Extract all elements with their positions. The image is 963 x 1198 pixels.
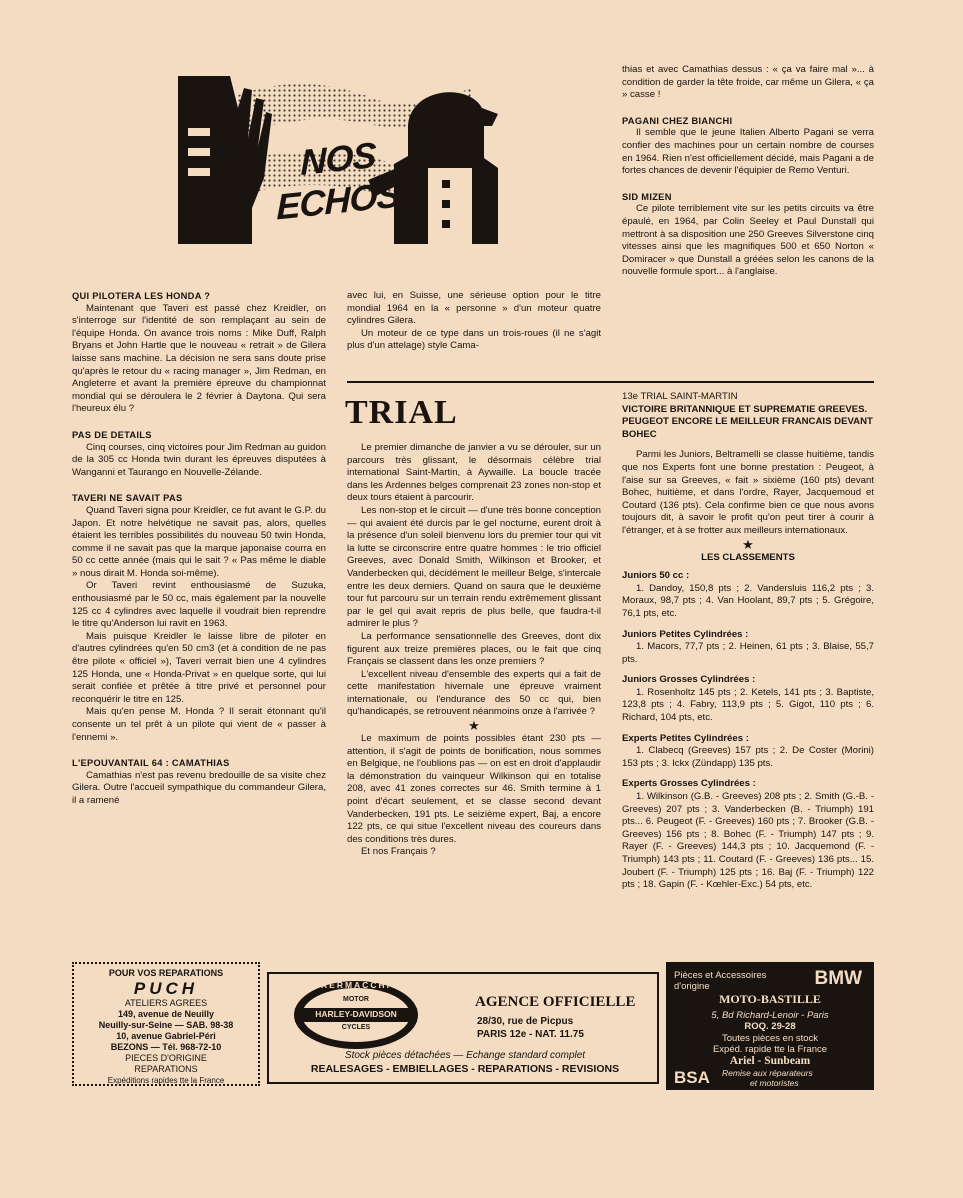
harley-agency: AGENCE OFFICIELLE xyxy=(475,994,636,1010)
results-headline: VICTOIRE BRITANNIQUE ET SUPREMATIE GREEVES. PEUGEOT ENCORE LE MEILLEUR FRANCAIS DEVANT BOHEC xyxy=(622,403,873,440)
trial-para-1: Le premier dimanche de janvier a vu se dérouler, sur un parcours très glissant, le désormais célèbre trial international Saint-Martin, à Aywaille. La boucle tracée dans les Ardennes belges comprenait 23 zones non-stop et deux tours étaient à parcourir. xyxy=(347,442,601,504)
cat-juniors-petites-text: 1. Macors, 77,7 pts ; 2. Heinen, 61 pts ; 3. Blaise, 55,7 pts. xyxy=(622,641,874,665)
heading-pagani: PAGANI CHEZ BIANCHI xyxy=(622,115,733,126)
trial-title: TRIAL xyxy=(345,394,458,431)
puch-line-6: BEZONS — Tél. 968-72-10 xyxy=(110,1042,222,1052)
harley-stock: Stock pièces détachées — Echange standard complet xyxy=(344,1050,586,1061)
harley-logo-name: HARLEY-DAVIDSON xyxy=(315,1009,397,1019)
heading-taveri: TAVERI NE SAVAIT PAS xyxy=(72,493,183,504)
cat-juniors-grosses-name: Juniors Grosses Cylindrées : xyxy=(622,674,756,686)
ad-puch xyxy=(72,962,260,1086)
para-camathias-cont: avec lui, en Suisse, une sérieuse option pour le titre mondial 1964 en la « personne » d'un moteur quatre cylindres Gilera. xyxy=(347,290,601,327)
results-column xyxy=(622,391,874,892)
heading-pas-de-details: PAS DE DETAILS xyxy=(72,429,152,440)
trial-para-5: Le maximum de points possibles étant 230 pts — attention, il s'agit de points de bonification, nous sommes en Belgique, ne l'oublions pas — on est en droit d'applaudir la démonstration du vainqueur Wilkinson qui en totalise 208, avec 41 zones correctes sur 46. Smith termine à 1 point d'écart seulement, et se classe second devant Vanderbecken, 191 pts. Le seizième expert, Baj, a encore 122 pts, ce qui situe l'excellent niveau des coureurs dans des conditions très dures. xyxy=(347,733,601,845)
puch-line-4: Neuilly-sur-Seine — SAB. 98-38 xyxy=(98,1020,234,1030)
cat-experts-petites-text: 1. Clabecq (Greeves) 157 pts ; 2. De Coster (Morini) 153 pts ; 3. Ickx (Zündapp) 135 pts. xyxy=(622,745,874,769)
bmw-brand: BMW xyxy=(814,968,862,989)
para-taveri-4: Mais qu'en pense M. Honda ? Il serait étonnant qu'il consente un tel prêt à un pilote qui vient de « passer à l'ennemi ». xyxy=(72,706,326,743)
bmw-bsa: BSA xyxy=(674,1068,710,1087)
cat-experts-grosses-text: 1. Wilkinson (G.B. - Greeves) 208 pts ; 2. Smith (G.-B. - Greeves) 207 pts ; 3. Vanderbecken (B. - Triumph) 191 pts... 6. Peugeot (F. - Greeves) 160 pts ; 7. Brooker (G.B. - Greeves) 156 pts ; 8. Bohec (F. - Triumph) 147 pts ; 9. Rayer (F. - Greeves) 144,3 pts ; 10. Jacquemond (F. - Triumph) 143 pts ; 11. Coutard (F. - Greeves) 136 pts... 15. Joubert (F. - Triumph) 125 pts ; 16. Baj (F. - Triumph) 122 pts ; 18. Gapin (F. - Kœhler-Exc.) 54 pts, etc. xyxy=(622,791,874,891)
trial-top-rule xyxy=(347,381,874,383)
left-column xyxy=(72,290,326,808)
puch-line-5: 10, avenue Gabriel-Péri xyxy=(116,1031,216,1041)
right-column-top xyxy=(622,64,874,279)
bmw-line-4: Expéd. rapide tte la France xyxy=(712,1044,828,1055)
results-kicker: 13e TRIAL SAINT-MARTIN xyxy=(622,391,738,402)
cat-experts-petites-name: Experts Petites Cylindrées : xyxy=(622,732,749,744)
harley-services: REALESAGES - EMBIELLAGES - REPARATIONS - REVISIONS xyxy=(310,1063,620,1075)
puch-line-7: PIECES D'ORIGINE xyxy=(125,1053,207,1063)
para-camathias-moteur: Un moteur de ce type dans un trois-roues (il ne s'agit plus d'un attelage) style Cama- xyxy=(347,327,601,352)
ad-harley-davidson xyxy=(267,972,659,1084)
para-epouvantail: Camathias n'est pas revenu bredouille de sa visite chez Gilera. Outre l'accueil sympathique du commandeur Gilera, il a ramené xyxy=(72,769,326,806)
trial-star: ★ xyxy=(468,718,480,734)
para-taveri-1: Quand Taveri signa pour Kreidler, ce fut avant le G.P. du Japon. Et notre helvétique ne savait pas, alors, quelles étaient les terribles possibilités du nouveau 50 twin Honda, comme il ne savait pas que la marque japonaise courra en 50 cc cette année (mais qui le sait ? « Pas même le diable » nous dirait M. Honda soi-même). xyxy=(72,504,326,579)
cat-juniors-50-text: 1. Dandoy, 150,8 pts ; 2. Vandersluis 116,2 pts ; 3. Moraux, 98,7 pts ; 4. Van Hoolant, 89,7 pts ; 5. Grégoire, 76,1 pts, etc. xyxy=(622,582,874,619)
para-sid-mizen: Ce pilote terriblement vite sur les petits circuits va être épaulé, en 1964, par Colin Seeley et Paul Dunstall qui mettront à sa disposition une 250 Greeves Silverstone cinq vitesses ainsi que les magnifiques 500 et 650 Norton « Domiracer » que Dunstall a gréées selon les canons de la nouvelle formule sport... à l'anglaise. xyxy=(622,203,874,278)
heading-sid-mizen: SID MIZEN xyxy=(622,191,672,202)
harley-address-1: 28/30, rue de Picpus xyxy=(477,1016,574,1027)
results-star: ★ xyxy=(742,536,754,552)
bmw-line-2: d'origine xyxy=(674,981,710,992)
puch-brand: PUCH xyxy=(133,979,199,998)
cat-experts-grosses-name: Experts Grosses Cylindrées : xyxy=(622,778,756,790)
harley-address-2: PARIS 12e - NAT. 11.75 xyxy=(477,1029,584,1040)
para-camathias-end: thias et avec Camathias dessus : « ça va faire mal »... à condition de garder la tête froide, car même un Gilera, « ça » casse ! xyxy=(622,64,874,101)
para-pas-de-details: Cinq courses, cinq victoires pour Jim Redman au guidon de la 305 cc Honda twin durant les épreuves disputées à Wanganni et Taurango en Nouvelle-Zélande. xyxy=(72,441,326,478)
para-qui-pilotera: Maintenant que Taveri est passé chez Kreidler, on s'interroge sur l'identité de son remplaçant au sein de l'équipe Honda. On avance trois noms : Mike Duff, Ralph Bryans et John Hartle que le nouveau « retrait » de Gilera laisse sans machine. La décision ne sera sans doute prise qu'après le retour du « racing manager », Jim Redman, en Angleterre et avant la première épreuve du championnat mondial qui se déroulera le 2 février à Daytona. Qui sera l'heureux élu ? xyxy=(72,302,326,415)
heading-epouvantail: L'EPOUVANTAIL 64 : CAMATHIAS xyxy=(72,758,230,769)
harley-logo-top: AERMACCHI xyxy=(321,980,391,990)
cat-juniors-50-name: Juniors 50 cc : xyxy=(622,570,690,582)
para-pagani: Il semble que le jeune Italien Alberto Pagani se verra confier des machines pour un certain nombre de courses en 1964. Rien n'est officiellement décidé, mais Pagani a de fortes chances de devenir l'équipier de Remo Venturi. xyxy=(622,127,874,177)
bmw-line-7: et motoristes xyxy=(750,1078,799,1088)
cat-juniors-grosses-text: 1. Rosenholtz 145 pts ; 2. Ketels, 141 pts ; 3. Baptiste, 123,8 pts ; 4. Fabry, 113,9 pts ; 5. Gigot, 110 pts ; 6. Richard, 104 pts, etc. xyxy=(622,686,874,724)
bmw-line-1: Pièces et Accessoires xyxy=(674,970,767,981)
trial-para-2: Les non-stop et le circuit — d'une très bonne conception — qui avaient été durcis par le gel nocturne, eurent droit à la présence d'un soleil bienvenu lors du premier tour qui vit la lutte se circonscrire entre quatre hommes : le trio officiel Greeves, avec Donald Smith, Wilkinson et Brooker, et Vanderbecken qui, décidément le meilleur Belge, s'intercale entre les deux derniers. Quand on saura que le deuxième tour fut parcouru sur un terrain rendu extrêmement glissant par le gel qui avait repris de plus belle, que faudra-t-il admirer le plus ? xyxy=(347,504,601,630)
puch-line-3: 149, avenue de Neuilly xyxy=(117,1009,215,1019)
harley-logo-mid: MOTOR xyxy=(343,996,369,1003)
puch-line-9: Expéditions rapides tte la France xyxy=(107,1076,225,1085)
bmw-address: 5, Bd Richard-Lenoir - Paris xyxy=(711,1010,829,1021)
puch-line-1: POUR VOS REPARATIONS xyxy=(108,968,224,978)
cat-juniors-petites-name: Juniors Petites Cylindrées : xyxy=(622,628,749,640)
trial-column xyxy=(347,442,601,859)
bmw-line-3: Toutes pièces en stock xyxy=(721,1033,819,1044)
trial-para-3: La performance sensationnelle des Greeves, dont dix figurent aux treize premières places, ou le fait que cinq Français se classent dans les onze premiers ? xyxy=(347,630,601,668)
para-taveri-3: Mais puisque Kreidler le laisse libre de piloter en d'autres cylindrées qu'en 50 cm3 (et à condition de ne pas être pilote « officiel »), Taveri verrait bien une 4 cylindres 125 Honda, une « Honda-Privat » en quelque sorte, qui lui serait confiée et prêtée à titre privé et personnel pour reconquérir le titre en 125. xyxy=(72,630,326,705)
bmw-tel: ROQ. 29-28 xyxy=(744,1021,796,1032)
puch-line-2: ATELIERS AGREES xyxy=(124,998,208,1008)
para-taveri-2: Or Taveri revint enthousiasmé de Suzuka, enthousiasmé par le 50 cc, mais également par la nouvelle 125 cc 4 cylindres avec laquelle il voudrait bien reprendre le titre qu'Anderson lui ravit en 1963. xyxy=(72,580,326,630)
heading-qui-pilotera: QUI PILOTERA LES HONDA ? xyxy=(72,291,211,301)
bmw-line-6: Remise aux réparateurs xyxy=(722,1068,813,1078)
harley-logo-bottom: CYCLES xyxy=(341,1024,371,1031)
ad-bmw-moto-bastille xyxy=(666,962,874,1090)
puch-line-8: REPARATIONS xyxy=(134,1064,198,1074)
middle-column-top xyxy=(347,290,601,353)
nos-echos-banner xyxy=(172,68,502,244)
bmw-line-5: Ariel - Sunbeam xyxy=(729,1055,811,1067)
results-intro: Parmi les Juniors, Beltramelli se classe huitième, tandis que nos Experts font une bonne prestation : Peugeot, à l'aise sur sa Greeves, « fait » sixième (160 pts) devant Bohec, huitième, et dans l'ordre, Rayer, Jacquemoud et Coutard (136 pts). Cela confirme bien ce que nous avons toujours dit, à savoir le profit qu'on peut tirer à courir à l'étranger, et à se frotter aux meilleurs internationaux. xyxy=(622,449,874,536)
trial-para-6: Et nos Français ? xyxy=(361,846,436,858)
banner-title: NOS ECHOS xyxy=(276,134,400,228)
trial-para-4: L'excellent niveau d'ensemble des experts qui a fait de cette manifestation hivernale une épreuve vraiment internationale, ou l'endurance des 50 cc qui, bien qu'handicapés, se retrouvent néanmoins onze à l'arrivée ? xyxy=(347,668,601,718)
bmw-shop: MOTO-BASTILLE xyxy=(719,992,821,1006)
classements-title: LES CLASSEMENTS xyxy=(701,551,795,563)
